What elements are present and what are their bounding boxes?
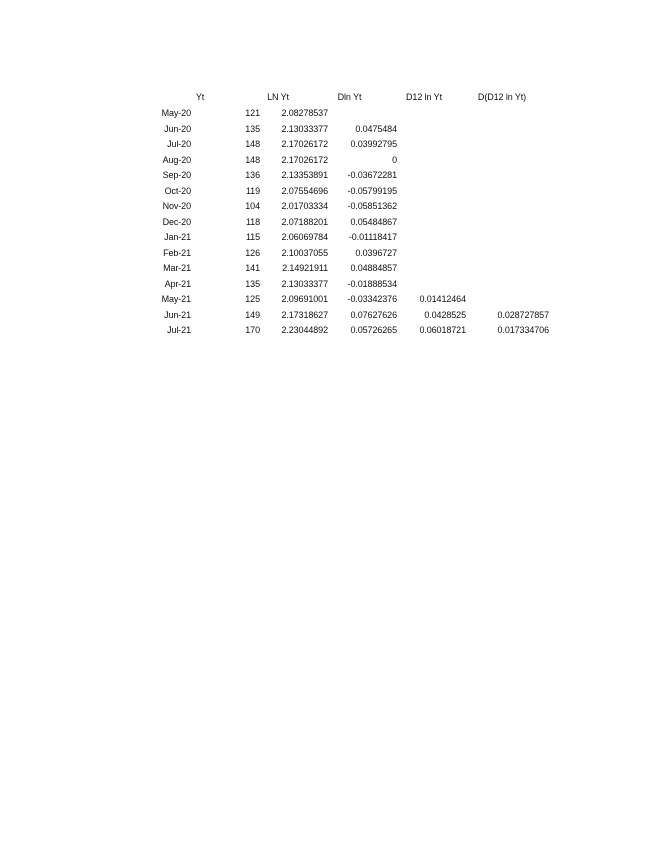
cell-date: Oct-20 [164,185,191,196]
cell-date: Jan-21 [164,232,191,242]
cell-yt: 141 [245,263,260,273]
header-d12-ln-yt: D12 ln Yt [406,92,442,102]
cell-dln-yt: 0.05484867 [350,216,397,227]
header-yt: Yt [195,92,205,102]
cell-date: Jun-20 [164,123,191,134]
cell-dln-yt: -0.03672281 [347,170,397,180]
cell-dln-yt: 0.05726265 [350,325,397,335]
cell-ln-yt: 2.07188201 [281,216,328,227]
header-dln-yt: Dln Yt [337,92,362,102]
cell-ln-yt: 2.23044892 [281,325,328,335]
cell-yt: 121 [245,108,260,118]
cell-dln-yt: 0 [392,154,397,165]
cell-ln-yt: 2.01703334 [281,201,328,211]
cell-date: Jul-21 [167,325,191,335]
cell-ln-yt: 2.08278537 [281,108,328,118]
cell-date: Dec-20 [162,216,191,227]
cell-yt: 149 [245,309,260,320]
cell-ln-yt: 2.14921911 [282,263,328,273]
cell-date: Feb-21 [163,247,191,258]
cell-ln-yt: 2.13033377 [281,278,328,289]
cell-d-d12-ln-yt: 0.028727857 [497,309,549,320]
cell-yt: 115 [245,232,260,242]
cell-yt: 118 [245,216,260,227]
cell-d-d12-ln-yt: 0.017334706 [497,325,549,335]
cell-ln-yt: 2.13353891 [281,170,328,180]
cell-date: Aug-20 [162,154,191,165]
cell-yt: 136 [245,170,260,180]
cell-dln-yt: -0.05851362 [347,201,397,211]
cell-date: May-20 [161,108,191,118]
cell-ln-yt: 2.13033377 [281,123,328,134]
cell-yt: 119 [245,185,260,196]
cell-yt: 148 [245,139,260,149]
cell-d12-ln-yt: 0.01412464 [419,294,466,304]
cell-ln-yt: 2.17318627 [281,309,328,320]
cell-yt: 148 [245,154,260,165]
cell-dln-yt: 0.0396727 [355,247,397,258]
cell-dln-yt: -0.05799195 [347,185,397,196]
cell-date: Jun-21 [164,309,191,320]
cell-yt: 126 [245,247,260,258]
cell-date: May-21 [161,294,191,304]
cell-ln-yt: 2.17026172 [281,139,328,149]
cell-ln-yt: 2.07554696 [281,185,328,196]
cell-dln-yt: -0.01118417 [348,232,397,242]
cell-dln-yt: 0.07627626 [350,309,397,320]
cell-d12-ln-yt: 0.06018721 [419,325,466,335]
header-ln-yt: LN Yt [267,92,289,102]
cell-yt: 135 [245,123,260,134]
cell-date: Nov-20 [162,201,191,211]
header-d-d12-ln-yt: D(D12 ln Yt) [477,92,527,102]
cell-ln-yt: 2.17026172 [281,154,328,165]
cell-yt: 170 [245,325,260,335]
cell-yt: 104 [245,201,260,211]
cell-dln-yt: -0.01888534 [347,278,397,289]
cell-date: Jul-20 [167,139,191,149]
cell-dln-yt: 0.04884857 [350,263,397,273]
cell-date: Sep-20 [162,170,191,180]
cell-dln-yt: -0.03342376 [347,294,397,304]
cell-dln-yt: 0.0475484 [355,123,397,134]
cell-date: Mar-21 [163,263,191,273]
cell-yt: 125 [245,294,260,304]
cell-date: Apr-21 [164,278,191,289]
cell-yt: 135 [245,278,260,289]
cell-dln-yt: 0.03992795 [350,139,397,149]
cell-d12-ln-yt: 0.0428525 [424,309,466,320]
cell-ln-yt: 2.10037055 [281,247,328,258]
cell-ln-yt: 2.06069784 [281,232,328,242]
cell-ln-yt: 2.09691001 [281,294,328,304]
